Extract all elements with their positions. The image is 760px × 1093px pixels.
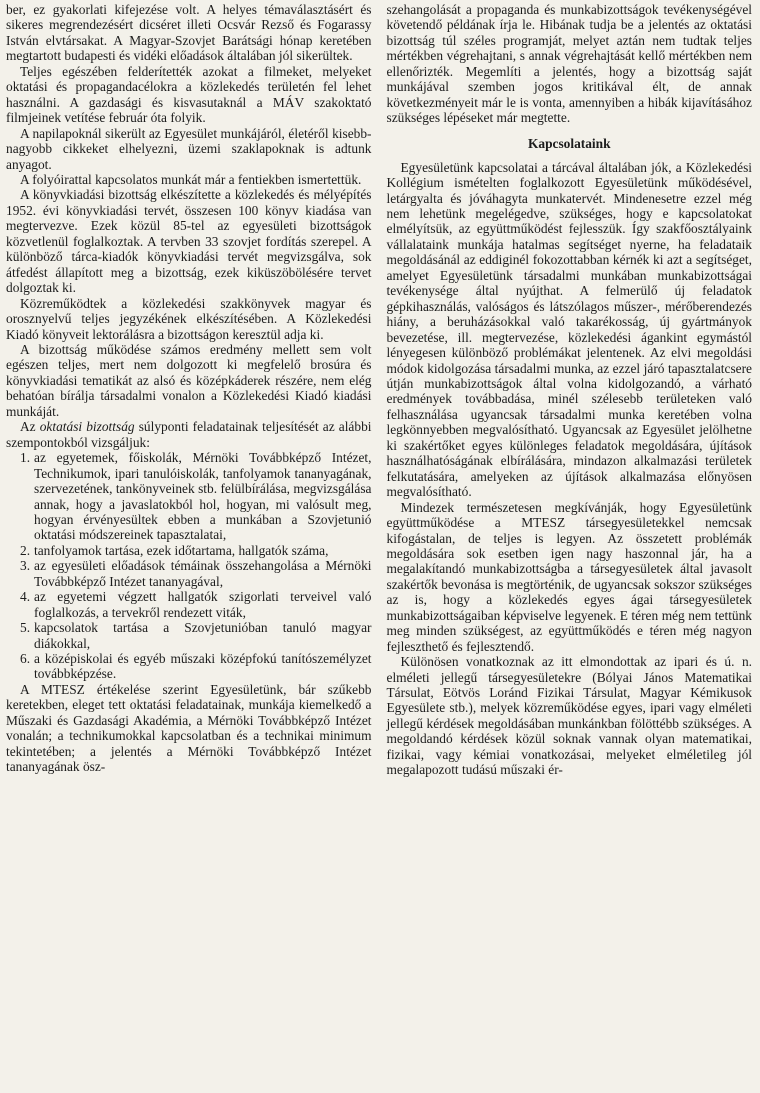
list-item: [20, 558, 372, 589]
paragraph: A bizottság működése számos eredmény mellett sem volt egészen teljes, mert nem dolgozott ki megfelelő brosúra és könyvkiadási tematikát az alsó és középkáderek részére, nem elég behatóan bírálja társadalmi vonalon a Közlekedési Kiadó kiadási munkáját.: [6, 341, 372, 419]
paragraph: Közreműködtek a közlekedési szakkönyvek magyar és orosznyelvű teljes jegyzékének elkészítésében. A Közlekedési Kiadó könyveit lektorálásra a bizottságon keresztül adja ki.: [6, 295, 372, 342]
left-column: [6, 2, 372, 1093]
list-item: [20, 620, 372, 651]
paragraph: A napilapoknál sikerült az Egyesület munkájáról, életéről kisebb-nagyobb cikkeket elhelyezni, üzemi szaklapoknak is adtunk anyagot.: [6, 125, 372, 172]
emphasized-term: oktatási bizottság: [39, 419, 135, 435]
paragraph: Mindezek természetesen megkívánják, hogy Egyesületünk együttműködése a MTESZ társegyesületekkel nemcsak kifogástalan, de teljes is legyen. Az összetett problémák megoldására sok esetben igen nagy haszonnal jár, ha a megalakítandó munkabizottságba a társegyesületek által javasolt szakértők bevonása is megtörténik, de ugyancsak sokszor szükséges az is, hogy a közlekedés egyes ágai társegyesületek munkabizottságaiban képviselve legyenek. E téren még nem tettünk meg minden szükségest, az együttműködés e téren még nagyon fejleszthető és fejlesztendő.: [386, 499, 752, 654]
list-item-number: 3.: [20, 558, 31, 574]
right-column: [387, 2, 753, 1093]
list-item: [20, 589, 372, 620]
text-run: súlyponti feladatainak teljesítését az alábbi szempontokból vizsgáljuk:: [6, 419, 372, 450]
list-item-number: 1.: [20, 450, 31, 466]
paragraph: szehangolását a propaganda és munkabizottságok tevékenységével követendő példának írja le. Hibának tudja be a jelentés az oktatási bizottság túl széles programját, melyet aztán nem tudtak teljes mértékben végrehajtani, s annak végrehajtását kellő mértékben nem ellenőrizték. Megemlíti a jelentés, hogy a bizottság saját munkájával szemben jogos kritikával élt, de annak következményeit már le is vonta, amennyiben a hibák kijavításához szükséges lépéseket már megtette.: [386, 2, 752, 126]
paragraph: A MTESZ értékelése szerint Egyesületünk, bár szűkebb keretekben, eleget tett oktatási feladatainak, munkája kiemelkedő a Műszaki és Gazdasági Akadémia, a Mérnöki Továbbképző Intézet vonalán; a technikumokkal kapcsolatban és a technikai minimum tekintetében; a jelentés a Mérnöki Továbbképző Intézet tananyagának ösz-: [6, 681, 372, 775]
numbered-list: [6, 450, 372, 682]
list-item: [20, 543, 372, 558]
paragraph: ber, ez gyakorlati kifejezése volt. A helyes témaválasztásért és sikeres megrendezésért dicséret illeti Ocsvár Rezső és Fogarassy István elvtársakat. A Magyar-Szovjet Barátsági hónap keretében megtartott budapesti és vidéki előadások általában jól sikerültek.: [6, 2, 372, 64]
list-item: [20, 450, 372, 543]
list-item: [20, 651, 372, 682]
paragraph: A könyvkiadási bizottság elkészítette a közlekedés és mélyépítés 1952. évi könyvkiadási tervét, összesen 100 könyv kiadása van megtervezve. Ezek közül 85-tel az egyesületi bizottságok közvetlenül foglalkoztak. A tervben 33 szovjet fordítás szerepel. A különböző tárca-kiadók könyvkiadási tervét megvizsgálva, sok átfedést állapított meg a bizottság, ezek kiküszöbölésére tervet dolgoztak ki.: [6, 187, 372, 296]
list-item-text: az egyetemek, főiskolák, Mérnöki Továbbképző Intézet, Technikumok, ipari tanulóiskolák, tanfolyamok tananyagának, szervezetének, tankönyveinek stb. felülbírálása, megvizsgálása annak, hogy a javaslatokból hol, hogyan, mi valósult meg, hogyan érvényesültek ebben a munkában a Szovjetunió oktatási módszereinek tapasztalatai,: [34, 450, 372, 543]
list-item-text: tanfolyamok tartása, ezek időtartama, hallgatók száma,: [34, 542, 329, 558]
text-run: Az: [20, 419, 40, 435]
paragraph: Teljes egészében felderítették azokat a filmeket, melyeket oktatási és propagandacélokra a közlekedés területén fel lehet használni. A gazdasági és kisvasutaknál a MÁV szakoktató filmjeinek vetítése február óta folyik.: [6, 63, 372, 126]
list-item-number: 4.: [20, 589, 31, 605]
paragraph: Különösen vonatkoznak az itt elmondottak az ipari és ú. n. elméleti jellegű társegyesületekre (Bólyai János Matematikai Társulat, Eötvös Loránd Fizikai Társulat, Magyar Kémikusok Egyesülete stb.), melyek közreműködése egyes, ipari vagy elméleti jellegű kérdések megoldásában munkánkban fölöttébb szükséges. A megoldandó kérdések közül soknak vannak olyan matematikai, fizikai, vagy kémiai vonatkozásai, melyeket elméletileg jól megalapozott tudású műszaki ér-: [386, 654, 752, 778]
section-heading: Kapcsolataink: [527, 135, 611, 151]
paragraph-oktatasi-bizottsag: [6, 419, 372, 450]
list-item-number: 6.: [20, 651, 31, 667]
paragraph: A folyóirattal kapcsolatos munkát már a fentiekben ismertettük.: [20, 171, 362, 187]
list-item-number: 5.: [20, 620, 31, 636]
list-item-text: a középiskolai és egyéb műszaki középfokú tanítószemélyzet továbbképzése.: [34, 651, 372, 682]
list-item-text: kapcsolatok tartása a Szovjetunióban tanuló magyar diákokkal,: [34, 620, 372, 651]
paragraph: Egyesületünk kapcsolatai a tárcával általában jók, a Közlekedési Kollégium ismételten foglalkozott Egyesületünk működésével, letárgyalta és jóváhagyta munkatervét. Mindenesetre ezzel még nem lehetünk megelégedve, szükséges, hogy e kapcsolatokat elmélyítsük, az együttműködést fejlesszük. Így szakfőosztályaink vállalataink munkája hatalmas segítséget nyerne, ha feladataik megoldásánál az eddiginél fokozottabban kérnék ki azt a segítséget, amelyet Egyesületünk társadalmi munkában munkabizottságai tevékenysége által nyújthat. A felmerülő új feladatok gépkihasználás, valóságos és látszólagos műszer-, mérőberendezés hiány, a beruházásokkal való takarékosság, új gyártmányok bevezetése, ill. megtervezése, közlekedési ágankint egymástól lényegesen különböző problémákat jelentenek. Az elvi megoldási módok kidolgozása társadalmi munka, az ezzel járó tapasztalatcsere útján munkabizottságok által volna kidolgozandó, a várható eredmények továbbadása, minél szélesebb területeken való felhasználása ugyancsak társadalmi munka keretében volna legkönnyebben megvalósítható. Ugyancsak az Egyesület jelölhetne ki szakértőket egyes különleges feladatok megoldására, újítások használhatóságának elbírálására, mindazon alkalmazási területek felkutatására, amelyeken az újítások alkalmazása előnyösen megvalósítható.: [386, 159, 752, 500]
list-item-text: az egyesületi előadások témáinak összehangolása a Mérnöki Továbbképző Intézet tananyagával,: [34, 558, 372, 589]
list-item-text: az egyetemi végzett hallgatók szigorlati terveivel való foglalkozás, a tervekről rendezett viták,: [34, 589, 372, 620]
list-item-number: 2.: [20, 542, 31, 558]
